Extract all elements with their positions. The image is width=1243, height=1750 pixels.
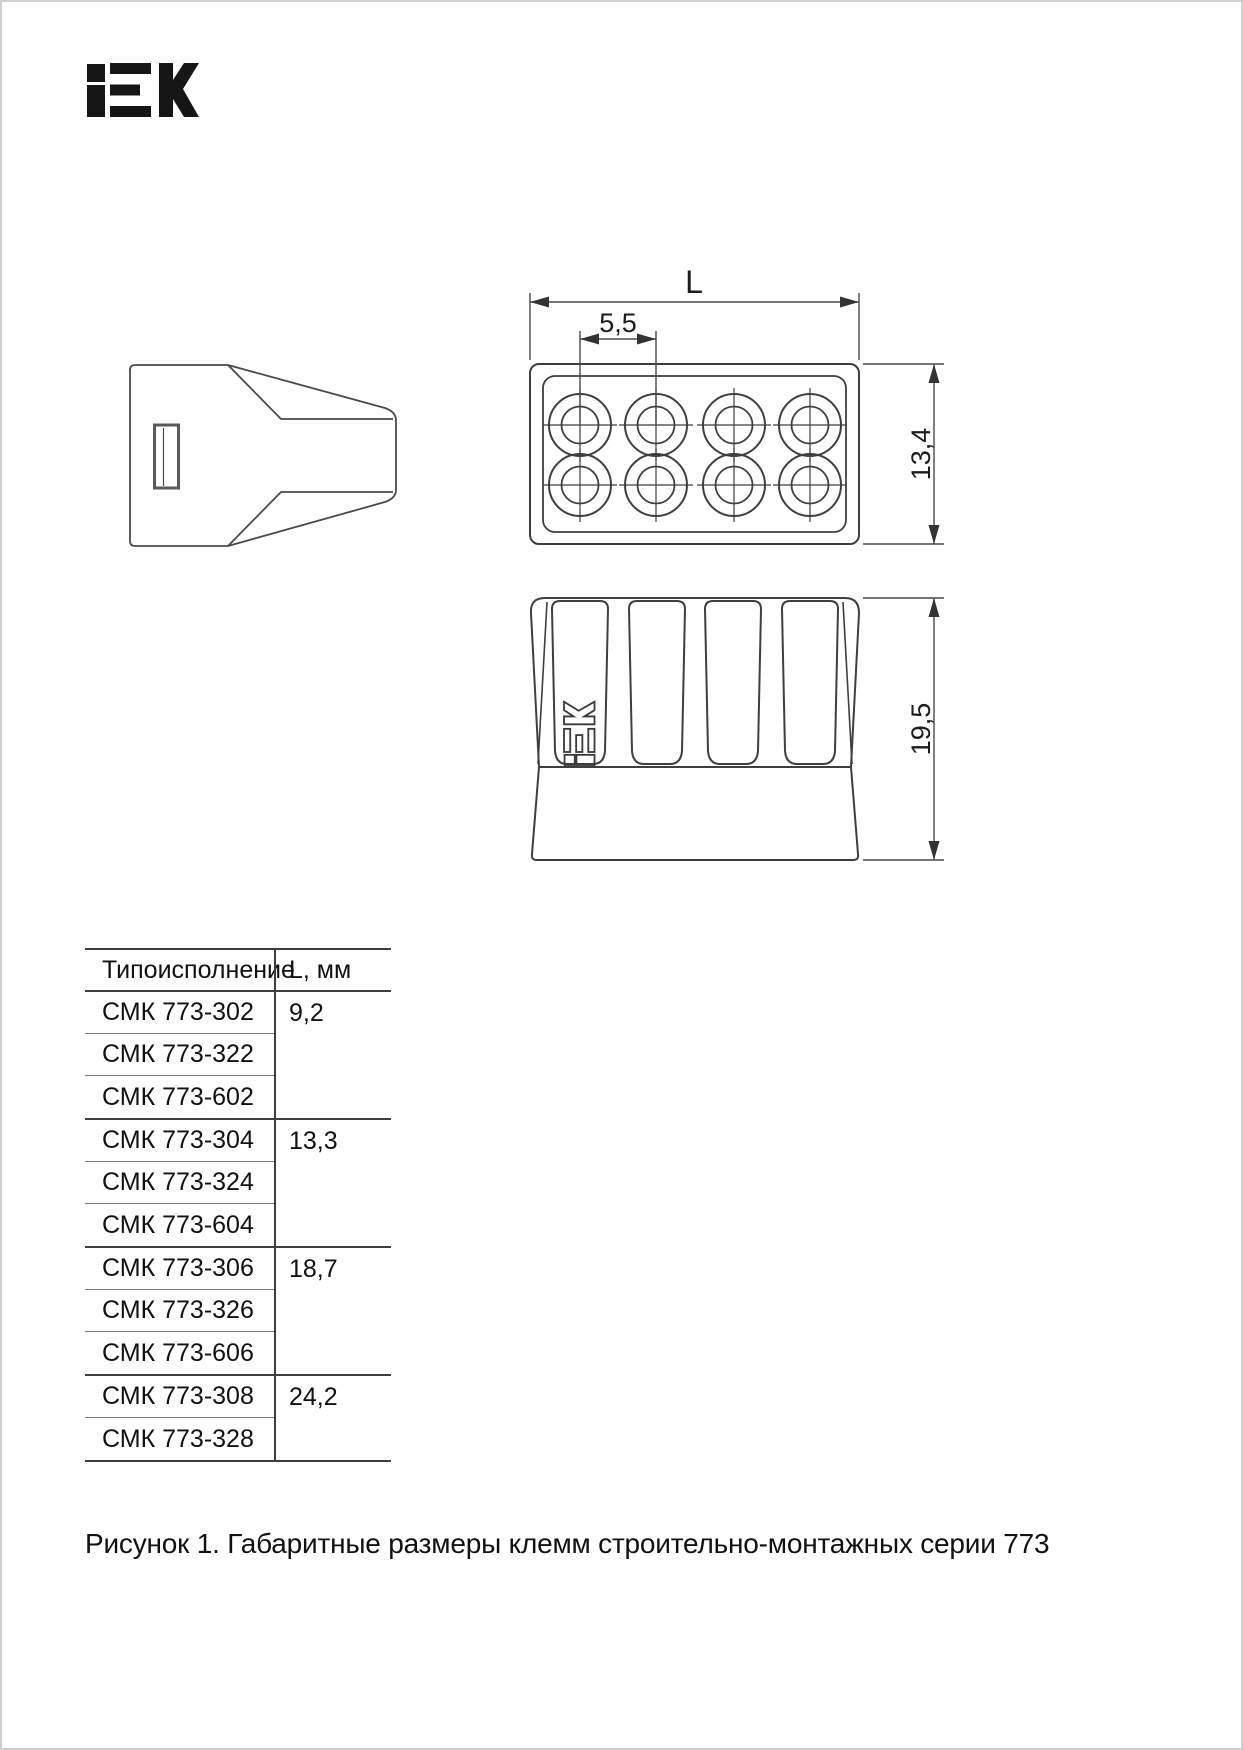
length-cell: 13,3 (274, 1120, 391, 1162)
side-test-window (155, 425, 179, 488)
figure-caption: Рисунок 1. Габаритные размеры клемм строительно-монтажных серии 773 (85, 1528, 1050, 1559)
side-nose-inner-top (228, 365, 393, 419)
arrow-left-icon (530, 297, 549, 308)
length-cell (274, 1034, 391, 1076)
length-cell (274, 1290, 391, 1332)
length-cell: 18,7 (274, 1248, 391, 1290)
table-row (85, 992, 391, 1034)
side-view (130, 365, 396, 546)
side-nose-outline (228, 365, 396, 546)
table-row (85, 1120, 391, 1162)
table-row (85, 1204, 391, 1248)
technical-drawing (2, 2, 1243, 912)
dim-pitch-label: 5,5 (599, 308, 637, 338)
iek-logo-icon (87, 63, 199, 117)
model-cell: СМК 773-324 (85, 1162, 274, 1204)
terminal-port (773, 448, 847, 522)
model-cell: СМК 773-604 (102, 1210, 254, 1239)
arrow-right-icon (840, 297, 859, 308)
arrow-down-icon (929, 841, 940, 860)
table-row (85, 1332, 391, 1376)
arrow-up-icon (929, 598, 940, 617)
table-row (85, 1076, 391, 1120)
length-cell: 9,2 (274, 992, 391, 1034)
front-finger (782, 601, 838, 764)
arrow-right-icon (637, 334, 656, 345)
front-finger (552, 601, 608, 764)
model-cell: СМК 773-326 (85, 1290, 274, 1332)
length-cell: 24,2 (274, 1376, 391, 1418)
table-body (85, 992, 391, 1462)
length-cell (274, 1418, 391, 1460)
terminal-port (697, 448, 771, 522)
length-cell (274, 1162, 391, 1204)
arrow-down-icon (929, 525, 940, 544)
model-cell: СМК 773-304 (85, 1120, 274, 1162)
dim-width-label: 13,4 (906, 427, 936, 481)
front-left-sliver (538, 602, 547, 764)
terminal-port (619, 448, 693, 522)
model-cell: СМК 773-602 (102, 1082, 254, 1111)
table-row (85, 1162, 391, 1204)
arrow-up-icon (929, 364, 940, 383)
front-base-outline (532, 767, 858, 860)
front-right-sliver (843, 602, 852, 764)
front-view (531, 598, 859, 860)
col-header-type: Типоисполнение (102, 955, 295, 984)
spec-table (85, 948, 391, 1462)
side-nose-inner-bottom (228, 492, 393, 546)
dim-length-label: L (685, 264, 703, 300)
length-cell (274, 1204, 391, 1246)
model-cell: СМК 773-328 (102, 1424, 254, 1453)
front-shell-outline (531, 598, 859, 767)
front-finger (705, 601, 761, 764)
length-cell (274, 1076, 391, 1118)
table-row (85, 1376, 391, 1418)
model-cell: СМК 773-322 (85, 1034, 274, 1076)
model-cell: СМК 773-306 (85, 1248, 274, 1290)
table-row (85, 1290, 391, 1332)
model-cell: СМК 773-302 (85, 992, 274, 1034)
model-cell: СМК 773-308 (85, 1376, 274, 1418)
arrow-left-icon (580, 334, 599, 345)
terminal-port (543, 448, 617, 522)
table-row (85, 1418, 391, 1462)
dimension-pitch (580, 331, 656, 423)
front-finger (629, 601, 685, 764)
col-header-length: L, мм (274, 950, 391, 990)
table-row (85, 1248, 391, 1290)
model-cell: СМК 773-606 (102, 1338, 254, 1367)
length-cell (274, 1332, 391, 1374)
dim-height-label: 19,5 (906, 702, 936, 756)
table-header-row (85, 948, 391, 992)
iek-logo-outline-icon (564, 702, 595, 765)
table-row (85, 1034, 391, 1076)
